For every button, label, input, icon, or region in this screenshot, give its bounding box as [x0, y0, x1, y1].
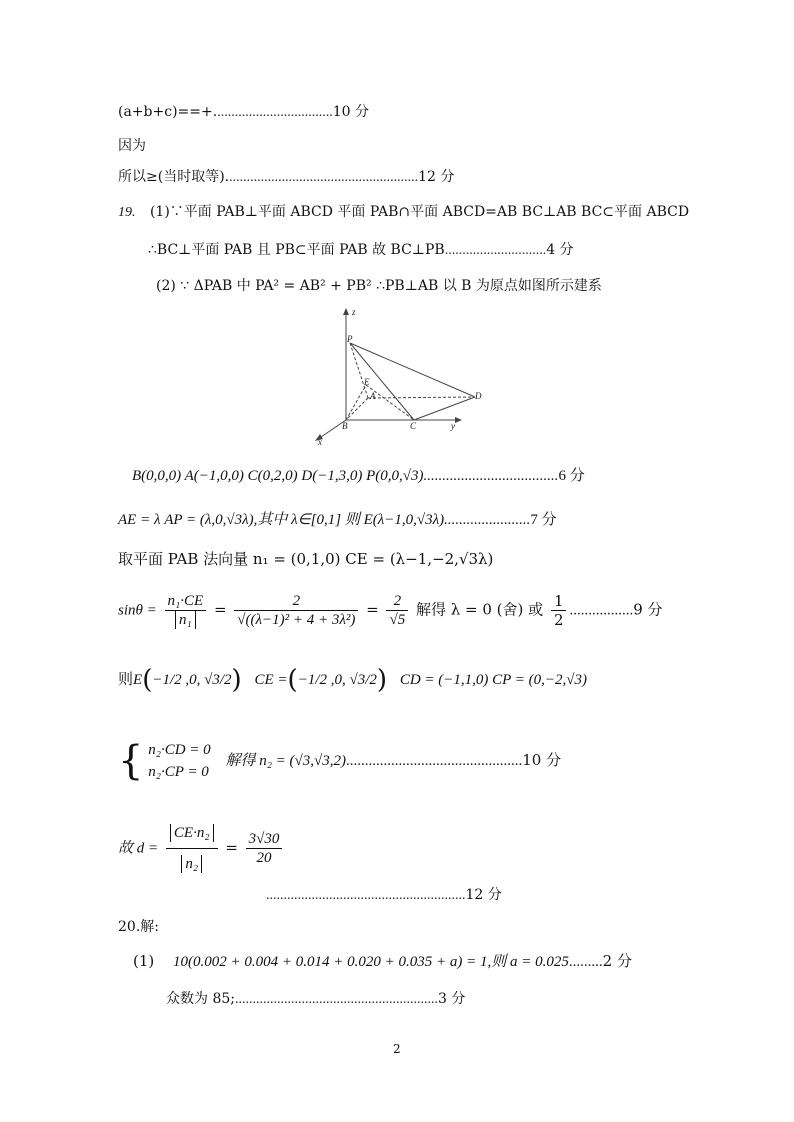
distance-line: 故 d = $\frac{\text{CE·n₂}}{\text{n₂}}$ = $\frac{3√30}{20}$ [118, 818, 285, 879]
denominator: √((λ−1)² + 4 + 3λ²) [237, 612, 356, 628]
q20-mode [166, 988, 465, 1008]
line-2 [118, 135, 146, 155]
score: 6 分 [558, 468, 585, 484]
solve-text: 解得 n₂ = (√3,√3,2) [225, 753, 346, 769]
sin-lhs: sinθ = [118, 602, 157, 619]
coords-text: B(0,0,0) A(−1,0,0) C(0,2,0) D(−1,3,0) P(0,0,√3) [132, 468, 424, 484]
label-e: E [364, 377, 370, 387]
normal-vector-line [118, 548, 493, 569]
question-number: 19. [118, 205, 136, 220]
dots: .................................... [423, 468, 559, 484]
solve-text: 解得 λ = 0 (舍) 或 [415, 600, 544, 619]
line-1-text: (a+b+c)==+. [118, 104, 218, 120]
label-b: B [342, 421, 348, 431]
dots: ......... [568, 954, 603, 970]
dots: ................................. [217, 105, 333, 120]
score: 12 分 [418, 169, 455, 185]
numerator: 2 [234, 592, 358, 611]
label-a: A [370, 391, 376, 401]
dots: ................. [569, 602, 634, 619]
q19-part2-text: (2) ∵ ΔPAB 中 PA² = AB² + PB² ∴PB⊥AB 以 B 为原点如图所示建系 [156, 278, 602, 294]
vector-ae [118, 508, 557, 529]
line-3-text: 所以≥(当时取等). [118, 169, 230, 185]
line-3 [118, 166, 454, 186]
score: 12 分 [465, 887, 502, 903]
ae-text: AE = λ AP = (λ,0,√3λ),其中 λ∈[0,1] 则 E(λ−1,0,√3λ) [118, 512, 445, 528]
denominator: 2 [553, 611, 564, 629]
numerator: n₁·CE [165, 592, 207, 611]
score: 4 分 [546, 242, 574, 258]
q20-heading [118, 916, 159, 936]
equation-system [118, 738, 561, 784]
normal-text: 取平面 PAB 法向量 n₁ = (0,1,0) CE = (λ−1,−2,√3λ) [118, 550, 494, 568]
score: 3 分 [437, 991, 466, 1007]
edge-pd [350, 343, 475, 397]
distance-score-line [266, 884, 502, 904]
q20-text: 20.解: [118, 919, 159, 935]
fraction-expanded [234, 592, 358, 629]
mode-text: 众数为 85; [166, 991, 235, 1007]
edge-pc [350, 343, 414, 420]
fraction-ratio [165, 592, 207, 629]
numerator [166, 818, 218, 849]
fraction-distance [166, 818, 218, 879]
abs-n1: n₁ [175, 611, 196, 629]
equation-1: n₂·CD = 0 [148, 742, 211, 758]
score: 10 分 [522, 751, 562, 769]
fraction-result [386, 592, 408, 629]
denominator: √5 [389, 612, 406, 628]
fraction-half [551, 592, 567, 629]
part-number: (1) [133, 952, 155, 970]
d-lhs: 故 d = [118, 840, 159, 857]
score: 9 分 [633, 600, 663, 619]
line-1 [118, 101, 369, 121]
numerator: 1 [551, 592, 567, 611]
numerator: 3√30 [246, 830, 283, 849]
e-ce-line [118, 665, 587, 695]
q20-part1 [133, 950, 632, 971]
q20-equation: 10(0.002 + 0.004 + 0.014 + 0.020 + 0.035 + a) = 1,则 a = 0.025 [173, 954, 569, 970]
line-2-text: 因为 [118, 138, 146, 154]
denominator [166, 849, 218, 879]
dots: ......................................................... [266, 888, 466, 903]
point-coordinates [132, 464, 585, 485]
conclusion-text: ∴BC⊥平面 PAB 且 PB⊂平面 PAB 故 BC⊥PB [148, 242, 445, 258]
edge-pa [350, 343, 368, 398]
z-arrow [343, 308, 349, 315]
dots: ............................................... [346, 753, 523, 769]
label-x: x [318, 437, 322, 447]
e-values: −1/2 ,0, √3/2 [152, 672, 232, 688]
label-d: D [475, 391, 482, 401]
e-label: E [133, 672, 143, 688]
score: 7 分 [530, 512, 557, 528]
paren: ) [231, 665, 242, 695]
dots: ............................. [444, 243, 547, 258]
q19-part1 [118, 201, 689, 221]
ce-values: −1/2 ,0, √3/2 [297, 672, 377, 688]
page-number: 2 [393, 1042, 401, 1056]
label-z: z [352, 307, 356, 317]
label-c: C [410, 421, 417, 431]
paren: ) [376, 665, 388, 695]
paren: ( [287, 665, 298, 695]
ce-label: CE = [254, 672, 288, 688]
q19-part2 [156, 275, 602, 295]
q19-part1-conclusion [148, 239, 574, 259]
label-y: y [451, 421, 455, 431]
denominator [165, 611, 207, 629]
edge-cd [414, 397, 475, 420]
label-p: P [347, 334, 353, 344]
cd-cp-text: CD = (−1,1,0) CP = (0,−2,√3) [399, 672, 588, 688]
then-text: 则 [118, 670, 134, 688]
y-arrow [455, 417, 462, 423]
equation-2: n₂·CP = 0 [148, 764, 209, 780]
score: 10 分 [332, 104, 369, 120]
abs-n2: n₂ [181, 855, 202, 873]
system-equations [148, 739, 210, 783]
fraction-result [246, 830, 283, 867]
coordinate-figure [308, 305, 494, 447]
dots: ....................... [444, 512, 531, 528]
paren: ( [142, 665, 153, 695]
sin-theta-line: sinθ = $\frac{\text{n₁·CE}}{\text{n₁}}$ = $\frac{2}{\text{√((λ−1)² + 4 + 3λ²)}}$ = $\frac{2}{√5}$ 解得 λ = 0 (舍) 或 $\frac{1}{2}$ .................9 分 [118, 592, 663, 629]
brace: { [118, 738, 144, 784]
numerator: 2 [386, 592, 408, 611]
dots: .......................................................... [234, 992, 438, 1007]
denominator: 20 [256, 850, 272, 866]
dots: ...................................................... [229, 170, 419, 185]
q19-part1-text: (1)∵平面 PAB⊥平面 ABCD 平面 PAB∩平面 ABCD=AB BC⊥AB BC⊂平面 ABCD [149, 204, 690, 220]
abs-ce-n2: CE·n₂ [170, 824, 214, 842]
score: 2 分 [602, 952, 632, 970]
